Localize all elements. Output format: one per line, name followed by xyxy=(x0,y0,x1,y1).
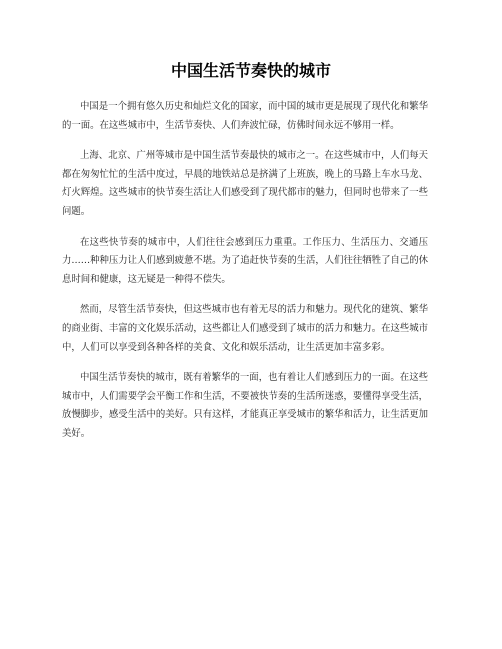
paragraph-4: 然而，尽管生活节奏快，但这些城市也有着无尽的活力和魅力。现代化的建筑、繁华的商业街、丰富的文化娱乐活动，这些都让人们感受到了城市的活力和魅力。在这些城市中，人们可以享受到各种各样的美食、文化和娱乐活动，让生活更加丰富多彩。 xyxy=(62,304,428,353)
paragraph-3: 在这些快节奏的城市中，人们往往会感到压力重重。工作压力、生活压力、交通压力……种种压力让人们感到疲惫不堪。为了追赶快节奏的生活，人们往往牺牲了自己的休息时间和健康，这无疑是一种得不偿失。 xyxy=(62,236,428,285)
document-title: 中国生活节奏快的城市 xyxy=(170,61,331,80)
document-body xyxy=(62,98,428,456)
paragraph-1: 中国是一个拥有悠久历史和灿烂文化的国家，而中国的城市更是展现了现代化和繁华的一面。在这些城市中，生活节奏快、人们奔波忙碌，仿佛时间永远不够用一样。 xyxy=(62,101,428,131)
paragraph-5: 中国生活节奏快的城市，既有着繁华的一面，也有着让人们感到压力的一面。在这些城市中，人们需要学会平衡工作和生活，不要被快节奏的生活所迷惑，要懂得享受生活，放慢脚步，感受生活中的美好。只有这样，才能真正享受城市的繁华和活力，让生活更加美好。 xyxy=(62,372,428,439)
paragraph-2: 上海、北京、广州等城市是中国生活节奏最快的城市之一。在这些城市中，人们每天都在匆匆忙忙的生活中度过，早晨的地铁站总是挤满了上班族，晚上的马路上车水马龙、灯火辉煌。这些城市的快节奏生活让人们感受到了现代都市的魅力，但同时也带来了一些问题。 xyxy=(62,150,428,217)
